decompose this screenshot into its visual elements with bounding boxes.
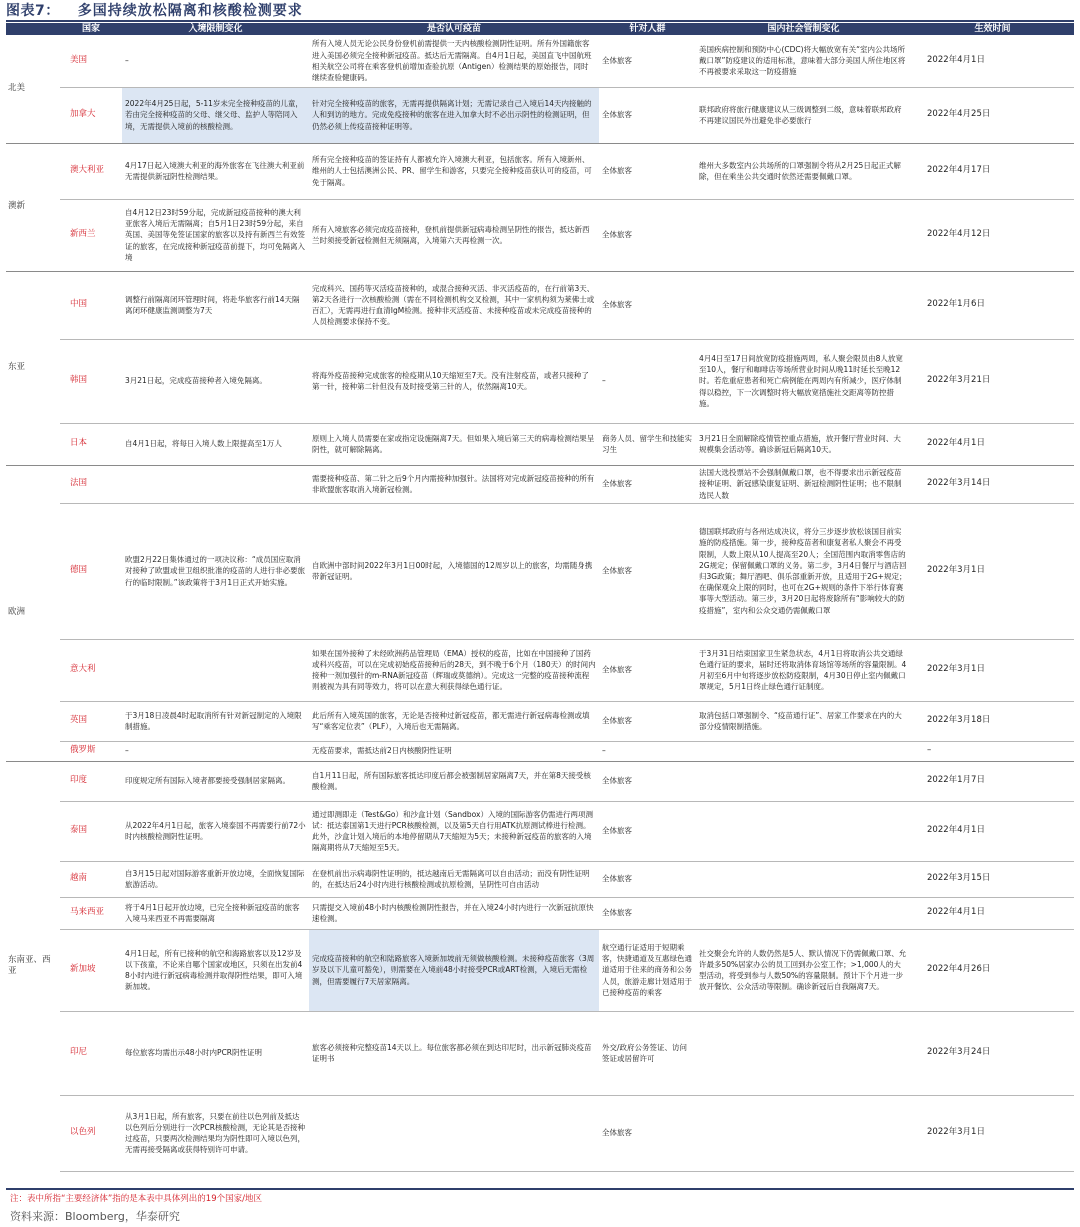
table-row-us bbox=[6, 35, 1074, 87]
table-row-th bbox=[6, 801, 1074, 861]
vaccine-au: 所有完全接种疫苗的签证持有人都被允许入境澳大利亚，包括旅客。所有入境新州、维州的人士包括澳洲公民、PR、留学生和游客，只要完全接种疫苗获认可的疫苗，可免于隔离。 bbox=[309, 143, 599, 199]
country-fr: 法国 bbox=[60, 465, 122, 503]
table-row-sg bbox=[6, 929, 1074, 1011]
group-us: 全体旅客 bbox=[599, 35, 696, 87]
date-id: 2022年3月24日 bbox=[911, 1011, 1074, 1095]
country-us: 美国 bbox=[60, 35, 122, 87]
table-row-in bbox=[6, 761, 1074, 801]
vaccine-vn: 在登机前出示病毒阴性证明的，抵达越南后无需隔离可以自由活动；而没有阴性证明的，在抵达后24小时内进行核酸检测或抗原检测，呈阴性可自由活动 bbox=[309, 861, 599, 897]
header-entry: 入境限制变化 bbox=[122, 23, 309, 35]
domestic-jp: 3月21日全面解除疫情管控重点措施，放开餐厅营业时间、大规模集会活动等。确诊新冠后隔离10天。 bbox=[696, 423, 911, 465]
vaccine-uk: 此后所有入境英国的旅客，无论是否接种过新冠疫苗，都无需进行新冠病毒检测或填写“乘客定位表”（PLF），入境后也无需隔离。 bbox=[309, 701, 599, 741]
group-it: 全体旅客 bbox=[599, 639, 696, 701]
date-my: 2022年4月1日 bbox=[911, 897, 1074, 929]
group-my: 全体旅客 bbox=[599, 897, 696, 929]
table-row-it bbox=[6, 639, 1074, 701]
table-row-ca bbox=[6, 87, 1074, 143]
entry-sg: 4月1日起，所有已接种的航空和海路旅客以及12岁及以下孩童，不论来自哪个国家或地区，只须在出发前48小时内进行新冠病毒检测并取得阴性结果，即可入境新加坡。 bbox=[122, 929, 309, 1011]
country-kr: 韩国 bbox=[60, 339, 122, 423]
header-group: 针对人群 bbox=[599, 23, 696, 35]
country-vn: 越南 bbox=[60, 861, 122, 897]
domestic-in bbox=[696, 761, 911, 801]
vaccine-th: 通过即测即走（Test&Go）和沙盒计划（Sandbox）入境的国际游客仍需进行两项测试：抵达泰国第1天进行PCR核酸检测，以及第5天自行用ATK抗原测试棒进行检测。此外，沙盒计划入境后的本地停留期从7天缩短为5天；未接种新冠疫苗的旅客的入境隔离期将从7天缩短至5天。 bbox=[309, 801, 599, 861]
country-in: 印度 bbox=[60, 761, 122, 801]
date-il: 2022年3月1日 bbox=[911, 1095, 1074, 1171]
date-uk: 2022年3月18日 bbox=[911, 701, 1074, 741]
entry-fr bbox=[122, 465, 309, 503]
region-east-asia: 东亚 bbox=[6, 271, 60, 465]
domestic-cn bbox=[696, 271, 911, 339]
header-vaccine: 是否认可疫苗 bbox=[309, 23, 599, 35]
vaccine-my: 只需提交入境前48小时内核酸检测阴性报告，并在入境24小时内进行一次新冠抗原快速检测。 bbox=[309, 897, 599, 929]
date-ru: – bbox=[911, 741, 1074, 761]
date-it: 2022年3月1日 bbox=[911, 639, 1074, 701]
date-nz: 2022年4月12日 bbox=[911, 199, 1074, 271]
group-sg: 航空通行证适用于短期乘客，快捷通道及互惠绿色通道适用于往来的商务和公务人员，旅游走廊计划适用于已接种疫苗的乘客 bbox=[599, 929, 696, 1011]
vaccine-id: 旅客必须接种完整疫苗14天以上。每位旅客都必须在到达印尼时，出示新冠肺炎疫苗证明书 bbox=[309, 1011, 599, 1095]
table-row-au bbox=[6, 143, 1074, 199]
entry-de: 欧盟2月22日集体通过的一项决议称：“成员国应取消对接种了欧盟或世卫组织批准的疫苗的人进行非必要旅行的临时限制。”该政策将于3月1日正式开始实施。 bbox=[122, 503, 309, 639]
entry-cn: 调整行前隔离闭环管理时间，将赴华旅客行前14天隔离闭环健康监测调整为7天 bbox=[122, 271, 309, 339]
table-footer bbox=[6, 1188, 1074, 1226]
domestic-ca: 联邦政府将旅行健康建议从三级调整到二级，意味着联邦政府不再建议国民外出避免非必要旅行 bbox=[696, 87, 911, 143]
date-de: 2022年3月1日 bbox=[911, 503, 1074, 639]
vaccine-de: 自欧洲中部时间2022年3月1日00时起，入境德国的12周岁以上的旅客，均需随身携带新冠证明。 bbox=[309, 503, 599, 639]
entry-it bbox=[122, 639, 309, 701]
table-row-uk bbox=[6, 701, 1074, 741]
entry-us: – bbox=[122, 35, 309, 87]
table-row-vn bbox=[6, 861, 1074, 897]
header-domestic: 国内社会管制变化 bbox=[696, 23, 911, 35]
date-jp: 2022年4月1日 bbox=[911, 423, 1074, 465]
vaccine-cn: 完成科兴、国药等灭活疫苗接种的，或混合接种灭活、非灭活疫苗的，在行前第3天、第2天各进行一次核酸检测（需在不同检测机构交叉检测，其中一家机构须为莱佛士或百汇），无需再进行血清IgM检测。接种非灭活疫苗、未接种疫苗或未完成疫苗接种的人员检测要求保持不变。 bbox=[309, 271, 599, 339]
entry-in: 印度规定所有国际入境者都要接受强制居家隔离。 bbox=[122, 761, 309, 801]
domestic-us: 美国疾病控制和预防中心(CDC)将大幅放宽有关“室内公共场所戴口罩”防疫建议的适用标准，意味着大部分美国人所住地区将不再被要求采取这一防疫措施 bbox=[696, 35, 911, 87]
domestic-nz bbox=[696, 199, 911, 271]
header-date: 生效时间 bbox=[911, 23, 1074, 35]
figure-title-bar bbox=[6, 0, 1074, 22]
group-id: 外交/政府公务签证、访问签证或居留许可 bbox=[599, 1011, 696, 1095]
country-il: 以色列 bbox=[60, 1095, 122, 1171]
region-sea-wa: 东南亚、西亚 bbox=[8, 955, 51, 977]
vaccine-fr: 需要接种疫苗、第二针之后9个月内需接种加强针。法国将对完成新冠疫苗接种的所有非欧盟旅客取消入境新冠检测。 bbox=[309, 465, 599, 503]
table-row-my bbox=[6, 897, 1074, 929]
group-de: 全体旅客 bbox=[599, 503, 696, 639]
vaccine-us: 所有入境人员无论公民身份登机前需提供一天内核酸检测阴性证明。所有外国籍旅客进入美国必须完全接种新冠疫苗。抵达后无需隔离。自4月1日起，美国直飞中国航班相关航空公司将在乘客登机前增加查验抗原（Antigen）检测结果的原始报告，同时继续查验健康码。 bbox=[309, 35, 599, 87]
entry-ca: 2022年4月25日起，5-11岁未完全接种疫苗的儿童，若由完全接种疫苗的父母、继父母、监护人等陪同入境，无需提供入境前的核酸检测。 bbox=[122, 87, 309, 143]
domestic-ru bbox=[696, 741, 911, 761]
date-in: 2022年1月7日 bbox=[911, 761, 1074, 801]
domestic-au: 维州大多数室内公共场所的口罩强制令将从2月25日起正式解除，但在乘坐公共交通时依然还需要佩戴口罩。 bbox=[696, 143, 911, 199]
entry-il: 从3月1日起，所有旅客，只要在前往以色列前及抵达以色列后分别进行一次PCR核酸检测，无论其是否接种过疫苗，只要两次检测结果均为阴性即可入境以色列，无需再接受隔离或获得特别许可申请。 bbox=[122, 1095, 309, 1171]
date-fr: 2022年3月14日 bbox=[911, 465, 1074, 503]
entry-jp: 自4月1日起，将每日入境人数上限提高至1万人 bbox=[122, 423, 309, 465]
vaccine-nz: 所有入境旅客必须完成疫苗接种，登机前提供新冠病毒检测呈阴性的报告，抵达新西兰时须接受新冠检测但无须隔离，入境第六天再检测一次。 bbox=[309, 199, 599, 271]
country-de: 德国 bbox=[60, 503, 122, 639]
domestic-uk: 取消包括口罩强制令、“疫苗通行证”、居家工作要求在内的大部分疫情限制措施。 bbox=[696, 701, 911, 741]
date-vn: 2022年3月15日 bbox=[911, 861, 1074, 897]
entry-kr: 3月21日起，完成疫苗接种者入境免隔离。 bbox=[122, 339, 309, 423]
country-it: 意大利 bbox=[60, 639, 122, 701]
table-row-nz bbox=[6, 199, 1074, 271]
table-header-row bbox=[6, 23, 1074, 35]
entry-ru: – bbox=[122, 741, 309, 761]
group-fr: 全体旅客 bbox=[599, 465, 696, 503]
vaccine-it: 如果在国外接种了未经欧洲药品管理局（EMA）授权的疫苗，比如在中国接种了国药或科兴疫苗，可以在完成初始疫苗接种后的28天，到不晚于6个月（180天）的时间内接种一剂加强针的m-RNA新冠疫苗（辉瑞或莫德纳）。完成这一完整的疫苗接种流程则被视为具有同等效力，将可以在意大利获得绿色通行证。 bbox=[309, 639, 599, 701]
region-anz: 澳新 bbox=[6, 143, 60, 271]
group-au: 全体旅客 bbox=[599, 143, 696, 199]
country-au: 澳大利亚 bbox=[60, 143, 122, 199]
group-il: 全体旅客 bbox=[599, 1095, 696, 1171]
entry-th: 从2022年4月1日起，旅客入境泰国不再需要行前72小时内核酸检测阴性证明。 bbox=[122, 801, 309, 861]
source-line: 资料来源：Bloomberg，华泰研究 bbox=[10, 1210, 180, 1223]
table-row-kr bbox=[6, 339, 1074, 423]
policy-table bbox=[6, 23, 1074, 1172]
vaccine-ca: 针对完全接种疫苗的旅客，无需再提供隔离计划；无需记录自己入境后14天内接触的人和到访的地方。完成免疫接种的旅客在进入加拿大时不必出示阴性的检测证明，但仍然必须上传疫苗接种证明等。 bbox=[309, 87, 599, 143]
table-row-cn bbox=[6, 271, 1074, 339]
domestic-kr: 4月4日至17日间放宽防疫措施两周，私人聚会限员由8人放宽至10人，餐厅和咖啡店等场所营业时间从晚11时延长至晚12时。若危重症患者和死亡病例能在两周内有所减少，医疗体制得以稳控，下一次调整时将大幅放宽措施社交距离等防控措施。 bbox=[696, 339, 911, 423]
footnote: 注：表中所指“主要经济体”指的是本表中具体列出的19个国家/地区 bbox=[10, 1194, 262, 1204]
country-id: 印尼 bbox=[60, 1011, 122, 1095]
date-au: 2022年4月17日 bbox=[911, 143, 1074, 199]
region-europe: 欧洲 bbox=[6, 465, 60, 761]
vaccine-kr: 将海外疫苗接种完成旅客的检疫期从10天缩短至7天。没有注射疫苗，或者只接种了第一针，接种第二针但没有及时接受第三针的人，依然隔离10天。 bbox=[309, 339, 599, 423]
entry-vn: 自3月15日起对国际游客重新开放边境，全面恢复国际旅游活动。 bbox=[122, 861, 309, 897]
group-cn: 全体旅客 bbox=[599, 271, 696, 339]
header-region bbox=[6, 23, 60, 35]
vaccine-ru: 无疫苗要求，需抵达前2日内核酸阴性证明 bbox=[309, 741, 599, 761]
group-ru: – bbox=[599, 741, 696, 761]
group-jp: 商务人员、留学生和技能实习生 bbox=[599, 423, 696, 465]
date-kr: 2022年3月21日 bbox=[911, 339, 1074, 423]
header-country: 国家 bbox=[60, 23, 122, 35]
entry-my: 将于4月1日起开放边境，已完全接种新冠疫苗的旅客入境马来西亚不再需要隔离 bbox=[122, 897, 309, 929]
figure-title: 多国持续放松隔离和核酸检测要求 bbox=[77, 3, 303, 19]
group-uk: 全体旅客 bbox=[599, 701, 696, 741]
table-row-il bbox=[6, 1095, 1074, 1171]
vaccine-jp: 原则上入境人员需要在家或指定设施隔离7天。但如果入境后第三天的病毒检测结果呈阴性，就可解除隔离。 bbox=[309, 423, 599, 465]
group-in: 全体旅客 bbox=[599, 761, 696, 801]
domestic-fr: 法国大选投票站不会强制佩戴口罩，也不得要求出示新冠疫苗接种证明、新冠感染康复证明、新冠检测阴性证明；也不限制选民人数 bbox=[696, 465, 911, 503]
date-us: 2022年4月1日 bbox=[911, 35, 1074, 87]
date-cn: 2022年1月6日 bbox=[911, 271, 1074, 339]
date-th: 2022年4月1日 bbox=[911, 801, 1074, 861]
vaccine-il bbox=[309, 1095, 599, 1171]
vaccine-sg: 完成疫苗接种的航空和陆路旅客入境新加坡前无须做核酸检测。未接种疫苗旅客（3周岁及以下儿童可豁免），则需要在入境前48小时接受PCR或ART检测，入境后无需检测，但需要履行7天居家隔离。 bbox=[309, 929, 599, 1011]
figure-label: 图表7： bbox=[6, 3, 60, 19]
vaccine-in: 自1月11日起，所有国际旅客抵达印度后都会被强制居家隔离7天，并在第8天接受核酸检测。 bbox=[309, 761, 599, 801]
group-kr: – bbox=[599, 339, 696, 423]
country-cn: 中国 bbox=[60, 271, 122, 339]
group-th: 全体旅客 bbox=[599, 801, 696, 861]
country-my: 马来西亚 bbox=[60, 897, 122, 929]
country-th: 泰国 bbox=[60, 801, 122, 861]
country-ru: 俄罗斯 bbox=[60, 741, 122, 761]
date-sg: 2022年4月26日 bbox=[911, 929, 1074, 1011]
table-row-id bbox=[6, 1011, 1074, 1095]
country-uk: 英国 bbox=[60, 701, 122, 741]
entry-uk: 于3月18日凌晨4时起取消所有针对新冠制定的入境限制措施。 bbox=[122, 701, 309, 741]
table-row-jp bbox=[6, 423, 1074, 465]
domestic-my bbox=[696, 897, 911, 929]
domestic-sg: 社交聚会允许的人数仍然是5人、默认情况下仍需佩戴口罩、允许最多50%居家办公的员工回到办公室工作；>1,000人的大型活动，将受到参与人数50%的容量限制。预计下个月进一步放开餐饮、公众活动等限制。确诊新冠后自我隔离7天。 bbox=[696, 929, 911, 1011]
group-nz: 全体旅客 bbox=[599, 199, 696, 271]
entry-nz: 自4月12日23时59分起，完成新冠疫苗接种的澳大利亚旅客入境后无需隔离；自5月1日23时59分起，来自英国、美国等免签证国家的旅客以及持有新西兰有效签证的旅客，在完成接种新冠疫苗前提下，均可免隔离入境 bbox=[122, 199, 309, 271]
domestic-th bbox=[696, 801, 911, 861]
domestic-vn bbox=[696, 861, 911, 897]
region-north-america: 北美 bbox=[6, 35, 60, 143]
domestic-id bbox=[696, 1011, 911, 1095]
country-ca: 加拿大 bbox=[60, 87, 122, 143]
domestic-de: 德国联邦政府与各州达成决议，将分三步逐步放松该国目前实施的防疫措施。第一步，接种疫苗者和康复者私人聚会不再受限制，人数上限从10人提高至20人；全国范围内取消零售店的2G规定；保留佩戴口罩的义务。第二步，3月4日餐厅与酒店回归3G政策；舞厅酒吧、俱乐部重新开放，且适用于2G+规定；在确保观众上限的同时，也可在2G+规则的条件下举行体育赛事等大型活动。第三步，3月20日起将废除所有“影响较大的防疫措施”，室内和公众交通仍需佩戴口罩 bbox=[696, 503, 911, 639]
table-row-fr bbox=[6, 465, 1074, 503]
domestic-it: 于3月31日结束国家卫生紧急状态，4月1日将取消公共交通绿色通行证的要求，届时还将取消体育场馆等场所的容量限制。4月初至6月中旬将逐步放松防疫限制，4月30日停止室内佩戴口罩规定，5月1日终止绿色通行证制度。 bbox=[696, 639, 911, 701]
domestic-il bbox=[696, 1095, 911, 1171]
country-nz: 新西兰 bbox=[60, 199, 122, 271]
table-row-de bbox=[6, 503, 1074, 639]
entry-au: 4月17日起入境澳大利亚的海外旅客在飞往澳大利亚前无需提供新冠阴性检测结果。 bbox=[122, 143, 309, 199]
group-vn: 全体旅客 bbox=[599, 861, 696, 897]
entry-id: 每位旅客均需出示48小时内PCR阴性证明 bbox=[122, 1011, 309, 1095]
country-sg: 新加坡 bbox=[60, 929, 122, 1011]
group-ca: 全体旅客 bbox=[599, 87, 696, 143]
table-row-ru bbox=[6, 741, 1074, 761]
date-ca: 2022年4月25日 bbox=[911, 87, 1074, 143]
country-jp: 日本 bbox=[60, 423, 122, 465]
